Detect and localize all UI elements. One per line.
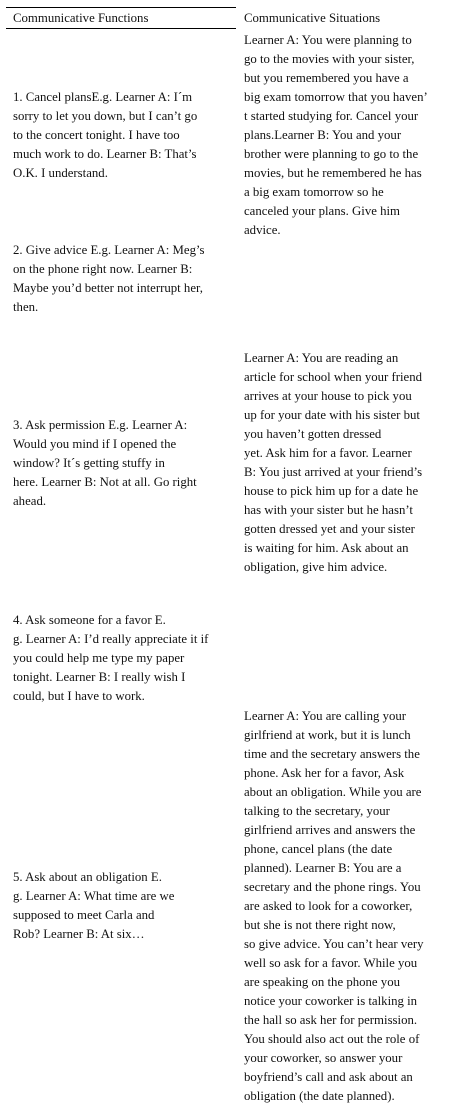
text-line: time and the secretary answers the — [244, 747, 420, 761]
text-line: obligation, give him advice. — [244, 560, 388, 574]
function-ask-permission — [13, 416, 238, 511]
text-line: Learner A: You were planning to — [244, 33, 412, 47]
text-line: phone. Ask her for a favor, Ask — [244, 766, 405, 780]
text-line: tonight. Learner B: I really wish I — [13, 670, 186, 684]
text-line: movies, but he remembered he has — [244, 166, 422, 180]
text-line: 1. Cancel plansE.g. Learner A: I´m — [13, 90, 193, 104]
text-line: Rob? Learner B: At six… — [13, 927, 145, 941]
text-line: but she is not there right now, — [244, 918, 396, 932]
text-line: a big exam tomorrow so he — [244, 185, 384, 199]
text-line: plans.Learner B: You and your — [244, 128, 402, 142]
text-line: but you remembered you have a — [244, 71, 409, 85]
text-line: yet. Ask him for a favor. Learner — [244, 446, 412, 460]
situation-2 — [244, 349, 456, 577]
text-line: arrives at your house to pick you — [244, 389, 412, 403]
situation-3 — [244, 707, 456, 1106]
text-line: your coworker, so answer your — [244, 1051, 403, 1065]
header-functions: Communicative Functions — [13, 11, 149, 25]
function-give-advice — [13, 241, 238, 317]
text-line: Maybe you’d better not interrupt her, — [13, 281, 203, 295]
text-line: then. — [13, 300, 39, 314]
text-line: canceled your plans. Give him — [244, 204, 400, 218]
text-line: window? It´s getting stuffy in — [13, 456, 165, 470]
text-line: Would you mind if I opened the — [13, 437, 177, 451]
text-line: has with your sister but he hasn’t — [244, 503, 413, 517]
situation-1 — [244, 31, 456, 240]
text-line: brother were planning to go to the — [244, 147, 419, 161]
text-line: advice. — [244, 223, 281, 237]
function-ask-favor — [13, 611, 238, 706]
text-line: on the phone right now. Learner B: — [13, 262, 193, 276]
function-ask-obligation — [13, 868, 238, 944]
text-line: house to pick him up for a date he — [244, 484, 419, 498]
text-line: Learner A: You are reading an — [244, 351, 399, 365]
text-line: secretary and the phone rings. You — [244, 880, 421, 894]
text-line: could, but I have to work. — [13, 689, 145, 703]
text-line: 4. Ask someone for a favor E. — [13, 613, 166, 627]
text-line: much work to do. Learner B: That’s — [13, 147, 197, 161]
text-line: t started studying for. Cancel your — [244, 109, 419, 123]
text-line: the hall so ask her for permission. — [244, 1013, 418, 1027]
text-line: go to the movies with your sister, — [244, 52, 415, 66]
text-line: planned). Learner B: You are a — [244, 861, 402, 875]
text-line: boyfriend’s call and ask about an — [244, 1070, 413, 1084]
text-line: B: You just arrived at your friend’s — [244, 465, 423, 479]
text-line: talking to the secretary, your — [244, 804, 390, 818]
text-line: 2. Give advice E.g. Learner A: Meg’s — [13, 243, 205, 257]
text-line: 5. Ask about an obligation E. — [13, 870, 162, 884]
text-line: phone, cancel plans (the date — [244, 842, 393, 856]
text-line: to the concert tonight. I have too — [13, 128, 180, 142]
text-line: you could help me type my paper — [13, 651, 185, 665]
text-line: 3. Ask permission E.g. Learner A: — [13, 418, 188, 432]
text-line: You should also act out the role of — [244, 1032, 420, 1046]
text-line: notice your coworker is talking in — [244, 994, 418, 1008]
text-line: gotten dressed yet and your sister — [244, 522, 415, 536]
text-line: are speaking on the phone you — [244, 975, 401, 989]
function-cancel-plans — [13, 88, 238, 183]
text-line: obligation (the date planned). — [244, 1089, 395, 1103]
text-line: girlfriend at work, but it is lunch — [244, 728, 411, 742]
text-line: so give advice. You can’t hear very — [244, 937, 424, 951]
text-line: well so ask for a favor. While you — [244, 956, 418, 970]
text-line: you haven’t gotten dressed — [244, 427, 382, 441]
text-line: is waiting for him. Ask about an — [244, 541, 409, 555]
text-line: Learner A: You are calling your — [244, 709, 407, 723]
text-line: article for school when your friend — [244, 370, 423, 384]
text-line: ahead. — [13, 494, 47, 508]
header-rule — [6, 28, 236, 29]
header-situations: Communicative Situations — [244, 11, 381, 25]
text-line: are asked to look for a coworker, — [244, 899, 413, 913]
text-line: about an obligation. While you are — [244, 785, 422, 799]
text-line: O.K. I understand. — [13, 166, 108, 180]
text-line: girlfriend arrives and answers the — [244, 823, 416, 837]
text-line: g. Learner A: I’d really appreciate it if — [13, 632, 209, 646]
top-rule — [6, 7, 236, 8]
text-line: sorry to let you down, but I can’t go — [13, 109, 198, 123]
text-line: big exam tomorrow that you haven’ — [244, 90, 428, 104]
text-line: supposed to meet Carla and — [13, 908, 155, 922]
text-line: g. Learner A: What time are we — [13, 889, 175, 903]
text-line: up for your date with his sister but — [244, 408, 420, 422]
text-line: here. Learner B: Not at all. Go right — [13, 475, 197, 489]
